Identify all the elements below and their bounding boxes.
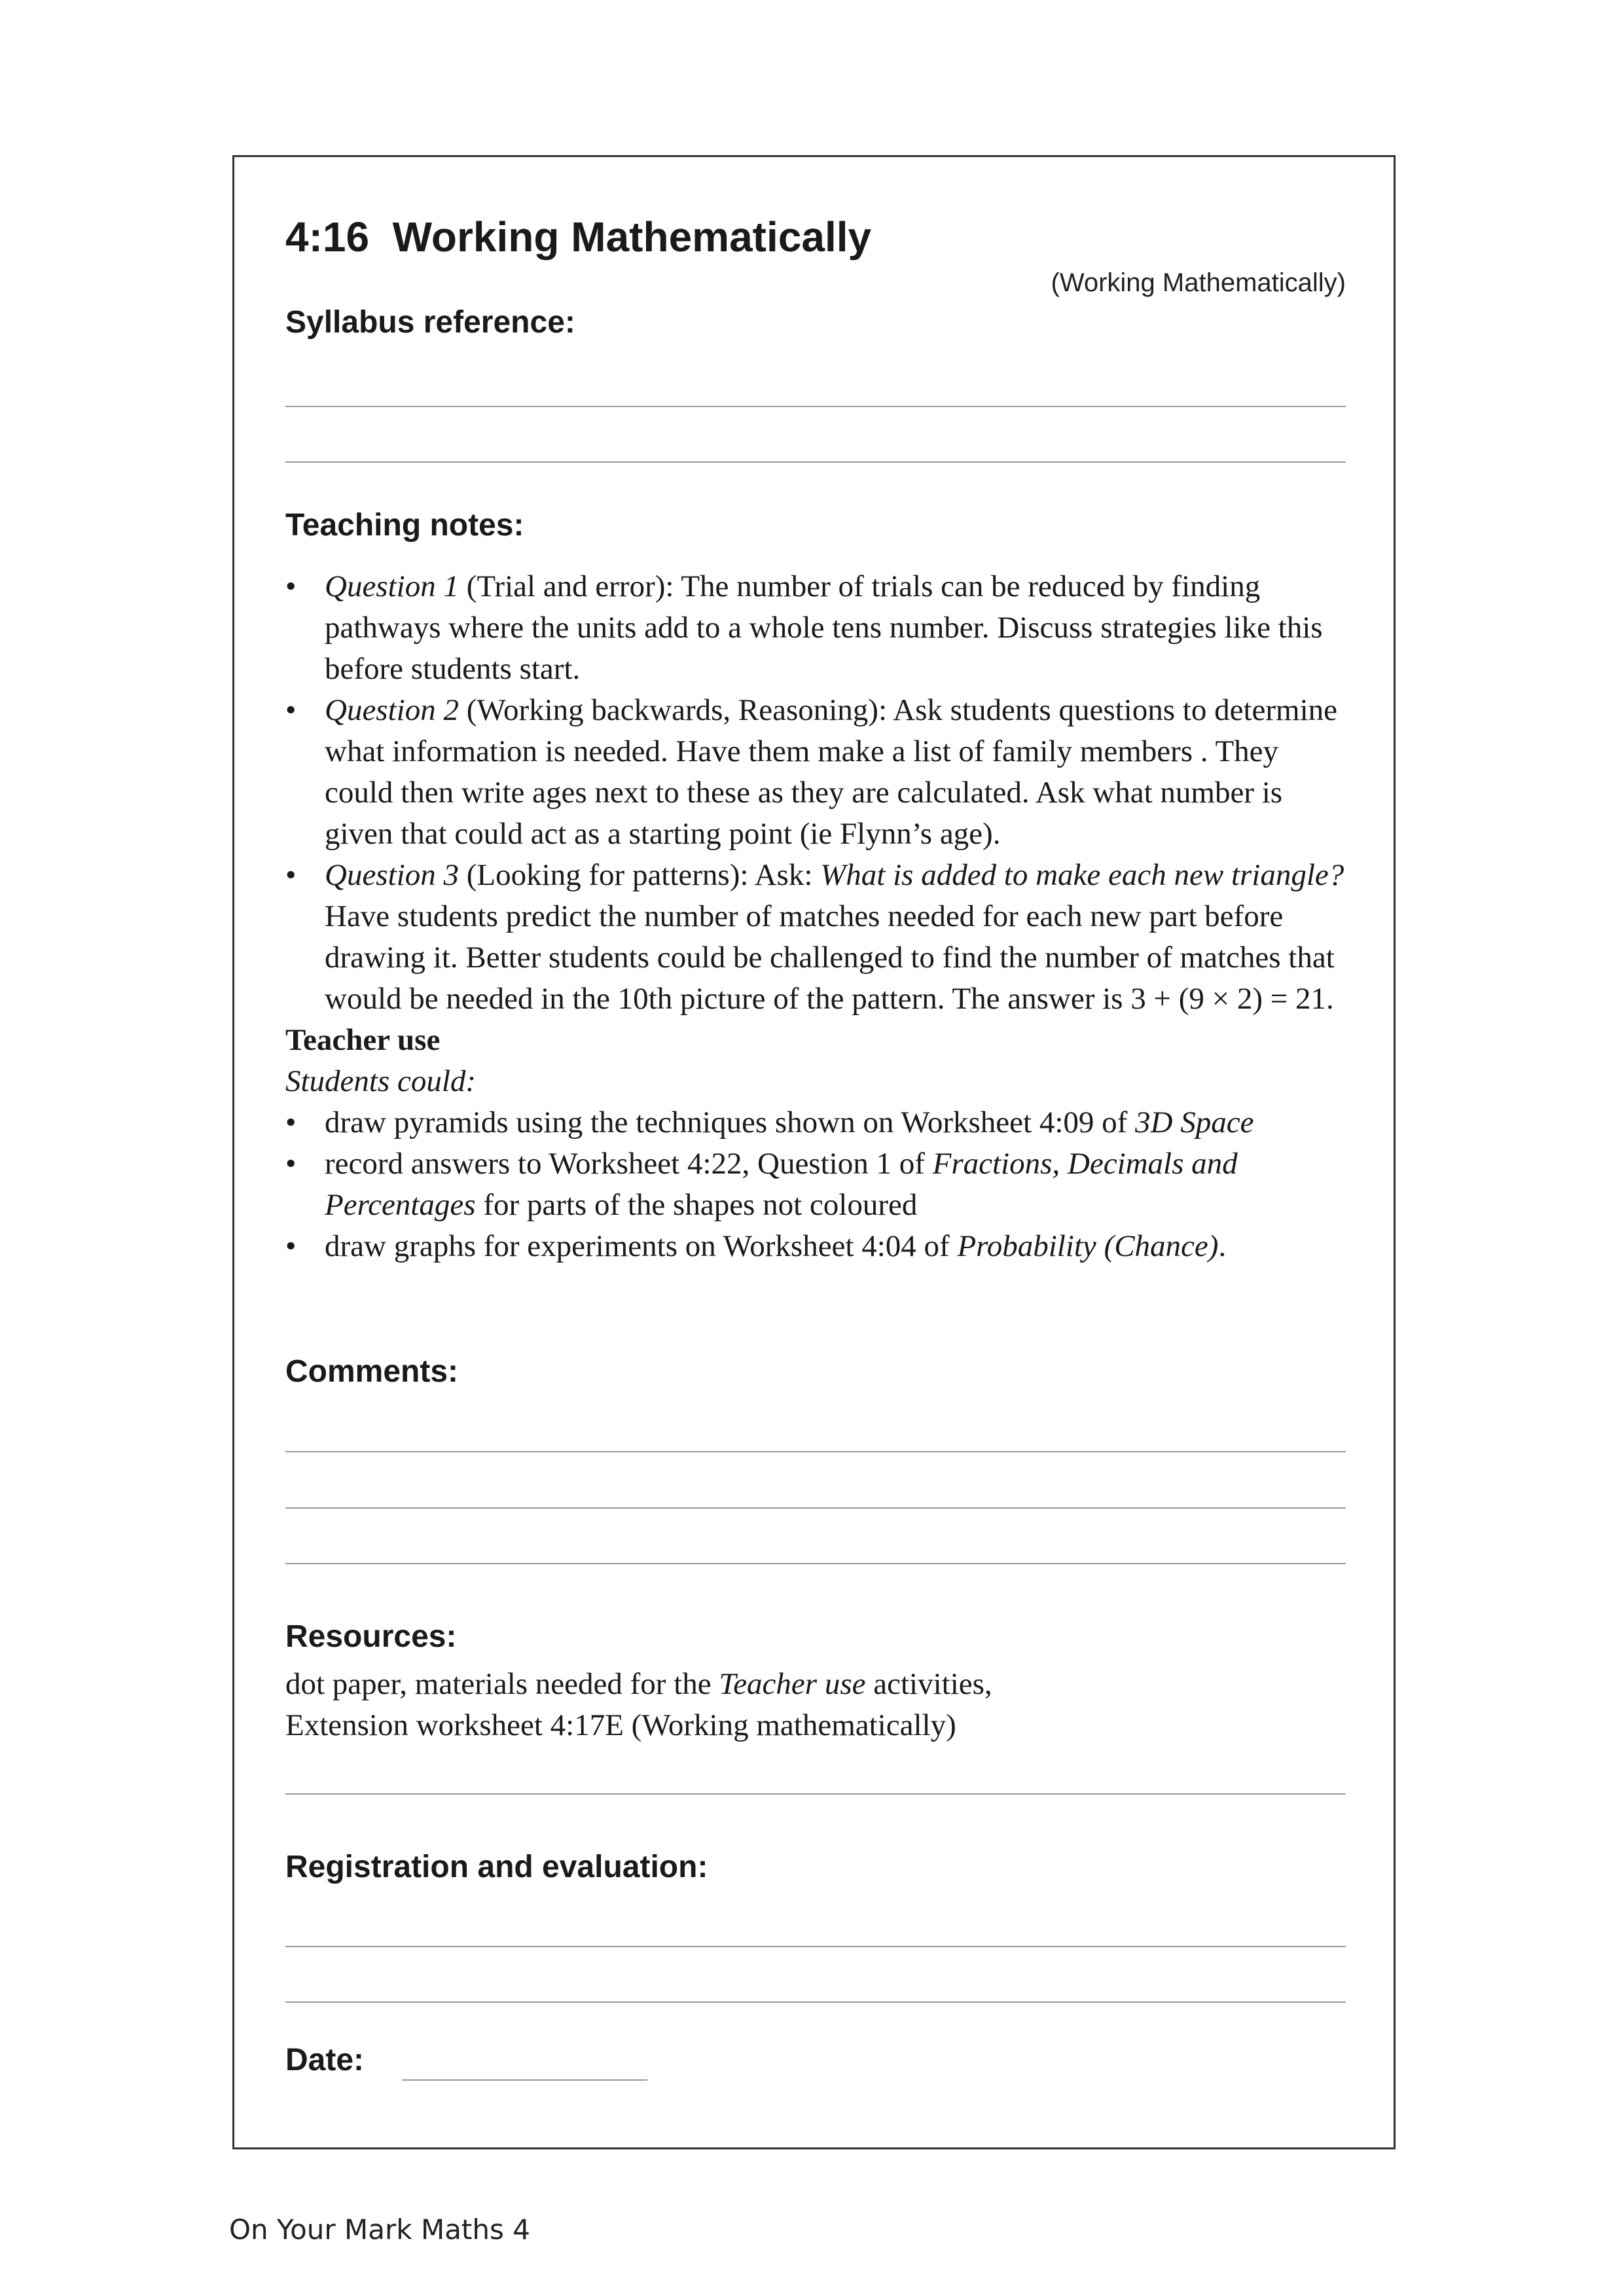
teacher-use-item-ref: Probability (Chance) <box>957 1229 1219 1263</box>
teacher-use-item <box>285 1226 1346 1267</box>
date-label: Date: <box>285 2043 365 2077</box>
registration-line-1 <box>285 1946 1346 1947</box>
teacher-use-item-ref: 3D Space <box>1135 1105 1254 1139</box>
teacher-use-item-ref: Fractions, Decimals and Percentages <box>325 1147 1238 1222</box>
page-title: 4:16 Working Mathematically <box>285 213 872 260</box>
comments-line-3 <box>285 1563 1346 1564</box>
teaching-notes <box>285 566 1346 1267</box>
teacher-use-item-text: record answers to Worksheet 4:22, Question 1 of <box>325 1147 933 1181</box>
teacher-use-item-tail: . <box>1218 1229 1227 1263</box>
teacher-use-item-tail: for parts of the shapes not coloured <box>475 1188 918 1222</box>
note-question-2 <box>285 690 1346 855</box>
teaching-notes-heading: Teaching notes: <box>285 508 524 543</box>
worksheet-frame <box>232 155 1396 2149</box>
date-field-line <box>402 2079 647 2081</box>
teacher-use-list <box>285 1102 1346 1267</box>
registration-line-2 <box>285 2001 1346 2003</box>
teacher-use-item <box>285 1102 1346 1143</box>
question-1-label: Question 1 <box>325 569 459 603</box>
question-3-text-a: (Looking for patterns): Ask: <box>458 858 821 892</box>
question-3-text-b: Have students predict the number of matches needed for each new part before drawing it. Better students could be challenged to find the number of matches that would be needed in the 10th picture of the pattern. The answer is 3 + (9 × 2) = 21. <box>325 899 1335 1016</box>
resources-ref: Teacher use <box>719 1667 866 1701</box>
syllabus-heading: Syllabus reference: <box>285 305 575 340</box>
question-2-label: Question 2 <box>325 693 459 727</box>
question-1-text: (Trial and error): The number of trials can be reduced by finding pathways where the units add to a whole tens number. Discuss strategies like this before students start. <box>325 569 1323 686</box>
resources-line <box>285 1793 1346 1795</box>
resources-heading: Resources: <box>285 1619 457 1654</box>
resources-line-1: dot paper, materials needed for the <box>285 1667 719 1701</box>
teacher-use-heading: Teacher use <box>285 1023 441 1057</box>
note-question-1 <box>285 566 1346 690</box>
teacher-use-item <box>285 1143 1346 1226</box>
question-3-prompt: What is added to make each new triangle? <box>820 858 1344 892</box>
footer-text: On Your Mark Maths 4 <box>229 2214 530 2246</box>
teacher-use-item-text: draw pyramids using the techniques shown on Worksheet 4:09 of <box>325 1105 1136 1139</box>
syllabus-line-2 <box>285 461 1346 463</box>
question-3-label: Question 3 <box>325 858 459 892</box>
teacher-use-intro: Students could: <box>285 1064 477 1098</box>
note-question-3 <box>285 855 1346 1020</box>
resources-text <box>285 1664 1346 1746</box>
registration-heading: Registration and evaluation: <box>285 1850 708 1884</box>
question-notes-list <box>285 566 1346 1020</box>
teacher-use-item-text: draw graphs for experiments on Worksheet 4:04 of <box>325 1229 958 1263</box>
comments-line-1 <box>285 1451 1346 1452</box>
resources-line-1-tail: activities, <box>865 1667 992 1701</box>
resources-line-2: Extension worksheet 4:17E (Working mathematically) <box>285 1708 956 1742</box>
question-2-text: (Working backwards, Reasoning): Ask students questions to determine what information is needed. Have them make a list of family members . They could then write ages next to these as they are calculated. Ask what number is given that could act as a starting point (ie Flynn’s age). <box>325 693 1337 851</box>
comments-heading: Comments: <box>285 1354 459 1389</box>
syllabus-line-1 <box>285 406 1346 407</box>
comments-line-2 <box>285 1507 1346 1509</box>
subject-label: (Working Mathematically) <box>1051 268 1346 297</box>
